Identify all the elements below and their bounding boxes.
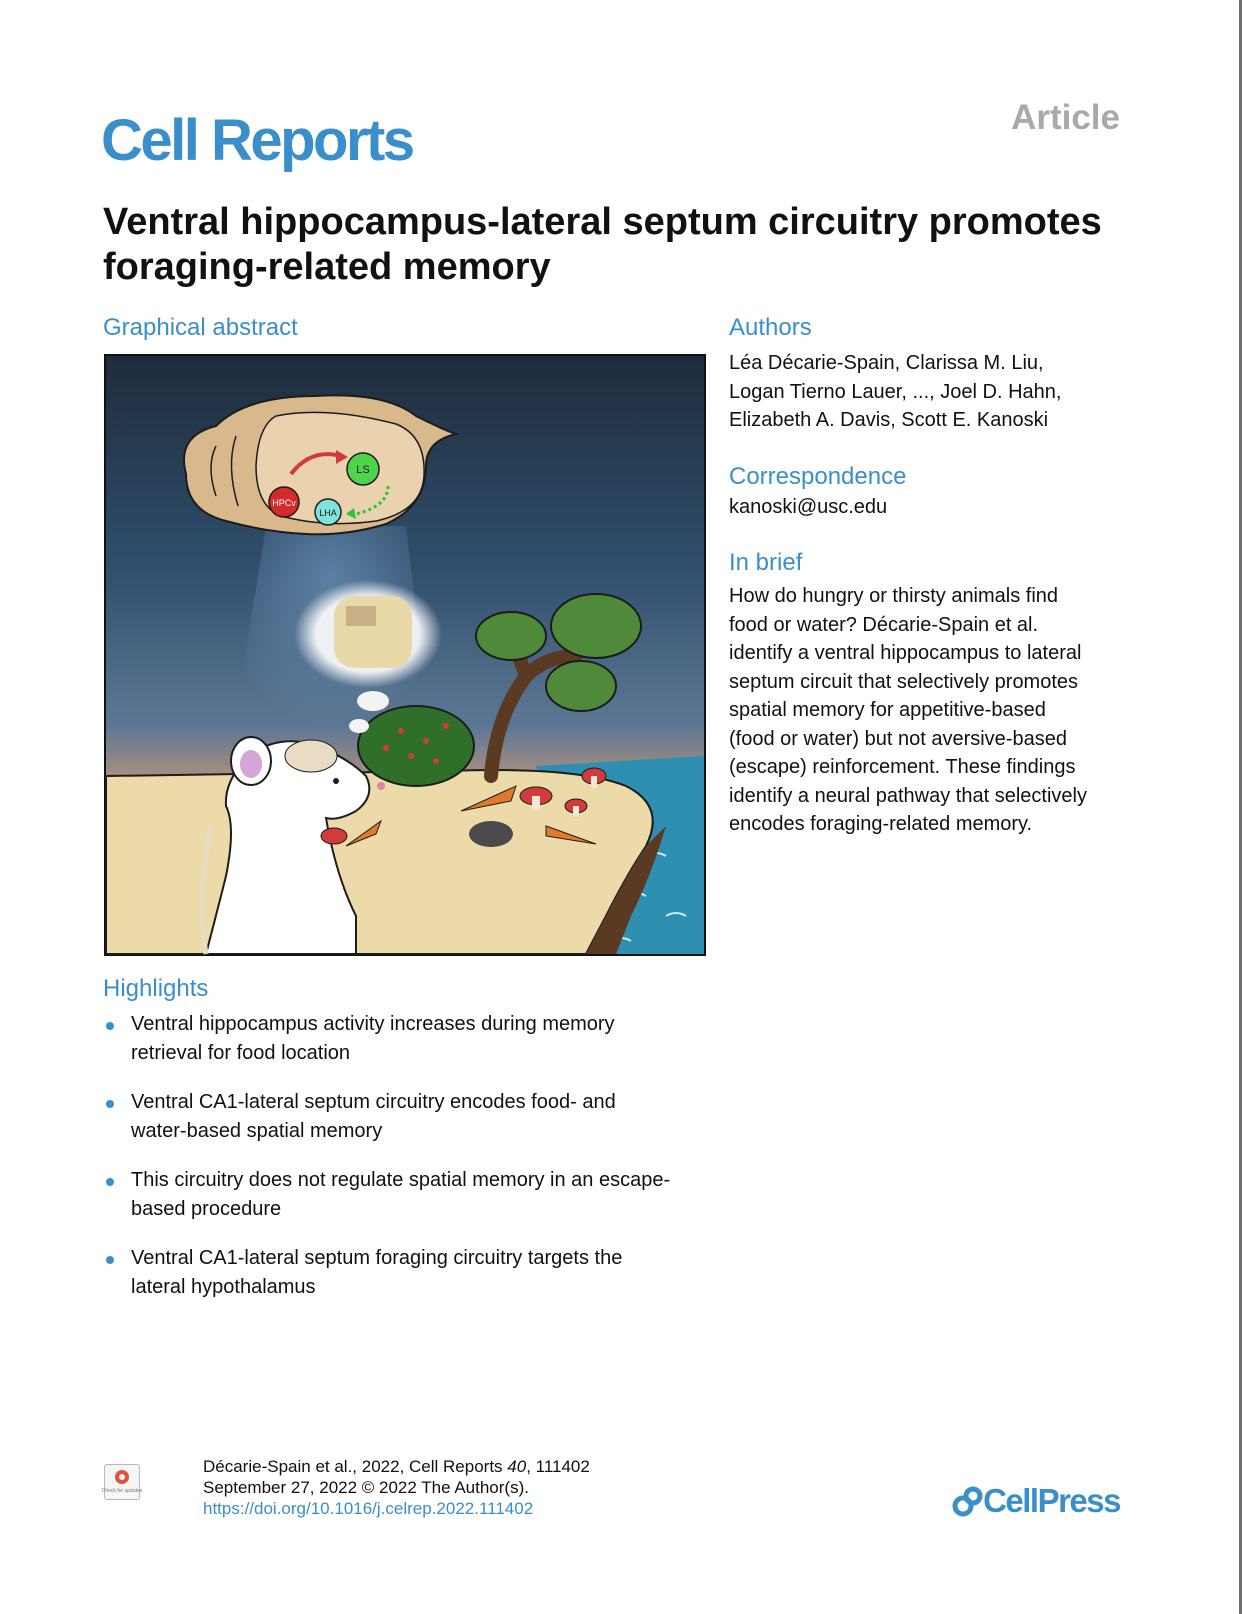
in-brief-line: food or water? Décarie-Spain et al. (729, 613, 1039, 636)
lha-label: LHA (319, 508, 337, 518)
in-brief-line: encodes foraging-related memory. (729, 813, 1033, 835)
in-brief-line: identify a ventral hippocampus to lateral (729, 642, 1082, 664)
in-brief-line: spatial memory for appetitive-based (729, 699, 1046, 721)
hpcv-label: HPCv (272, 498, 296, 508)
correspondence-email[interactable]: kanoski@usc.edu (729, 496, 888, 518)
ls-label: LS (356, 464, 370, 476)
in-brief-text (729, 582, 1087, 839)
highlight-item: Ventral hippocampus activity increases during memory retrieval for food location (103, 1010, 723, 1068)
bullet-icon (106, 1256, 114, 1264)
article-title: Ventral hippocampus-lateral septum circuitry promotes foraging-related memory (103, 201, 1102, 288)
check-for-updates-badge[interactable] (101, 1464, 143, 1500)
highlights-list (103, 1010, 723, 1322)
authors-line: Logan Tierno Lauer, ..., Joel D. Hahn, (729, 380, 1062, 403)
in-brief-heading: In brief (729, 549, 803, 576)
citation-block (203, 1456, 590, 1519)
highlight-item: Ventral CA1-lateral septum foraging circuitry targets the lateral hypothalamus (103, 1244, 723, 1302)
authors-line: Léa Décarie-Spain, Clarissa M. Liu, (729, 352, 1044, 374)
citation-line: Décarie-Spain et al., 2022, Cell Reports 40, 111402 (203, 1457, 590, 1476)
in-brief-line: (food or water) but not aversive-based (729, 727, 1067, 750)
journal-name: Cell Reports (101, 108, 413, 173)
date-line: September 27, 2022 © 2022 The Author(s). (203, 1478, 529, 1497)
authors-list (729, 349, 1061, 435)
in-brief-line: How do hungry or thirsty animals find (729, 585, 1059, 607)
bullet-icon (106, 1178, 114, 1186)
highlight-item: Ventral CA1-lateral septum circuitry encodes food- and water-based spatial memory (103, 1088, 723, 1146)
bullet-icon (106, 1022, 114, 1030)
in-brief-line: septum circuit that selectively promotes (729, 670, 1079, 693)
doi-link[interactable]: https://doi.org/10.1016/j.celrep.2022.111402 (203, 1499, 534, 1518)
article-type-label: Article (1011, 98, 1120, 137)
authors-line: Elizabeth A. Davis, Scott E. Kanoski (729, 409, 1049, 431)
in-brief-line: (escape) reinforcement. These findings (729, 756, 1076, 778)
highlights-heading: Highlights (103, 975, 209, 1002)
authors-heading: Authors (729, 314, 812, 341)
correspondence-heading: Correspondence (729, 463, 907, 490)
cellpress-logo-icon (950, 1486, 984, 1520)
publisher-name[interactable]: CellPress (983, 1482, 1120, 1519)
highlight-item: This circuitry does not regulate spatial memory in an escape- based procedure (103, 1166, 723, 1224)
graphical-abstract-image (104, 354, 706, 956)
badge-text: Check for updates (101, 1488, 143, 1494)
bullet-icon (106, 1100, 114, 1108)
in-brief-line: identify a neural pathway that selectively (729, 784, 1087, 807)
graphical-abstract-heading: Graphical abstract (103, 314, 298, 341)
